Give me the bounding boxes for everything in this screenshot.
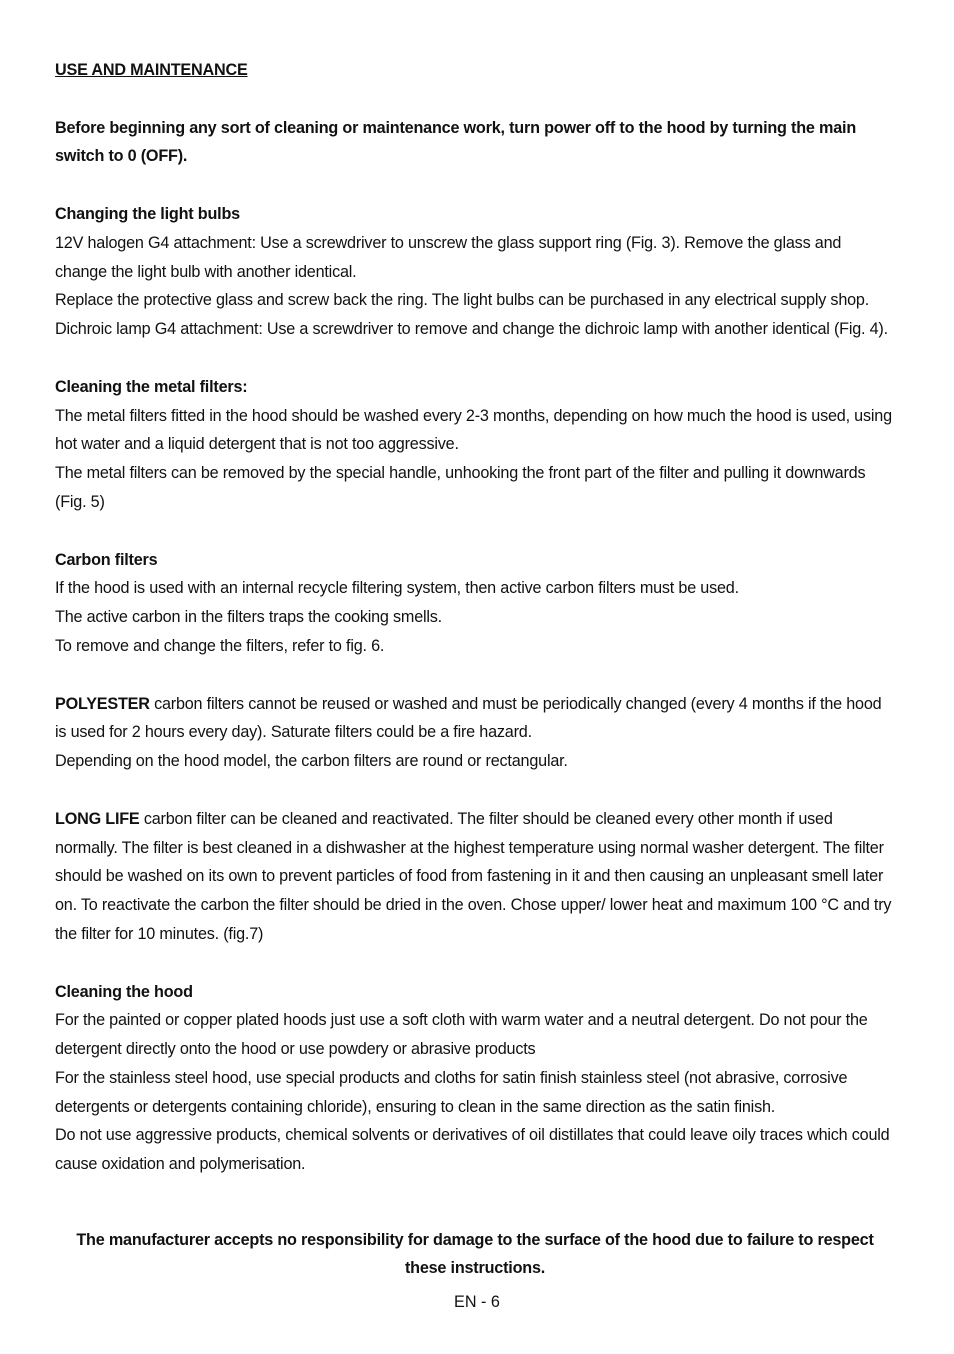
carbon-filters-paragraph-1: If the hood is used with an internal recycle filtering system, then active carbon filters must be used.: [55, 579, 739, 598]
metal-filters-paragraph-2: The metal filters can be removed by the special handle, unhooking the front part of the filter and pulling it downwards (Fig. 5): [55, 464, 866, 511]
spacer: [55, 85, 895, 114]
carbon-filters-paragraph-2: The active carbon in the filters traps the cooking smells.: [55, 608, 442, 627]
polyester-paragraph: [55, 690, 895, 748]
bulbs-paragraph-1: 12V halogen G4 attachment: Use a screwdriver to unscrew the glass support ring (Fig. 3). Remove the glass and change the light bulb with another identical.: [55, 233, 842, 281]
bulbs-paragraph-3: Dichroic lamp G4 attachment: Use a screwdriver to remove and change the dichroic lamp with another identical (Fig. 4).: [55, 320, 888, 339]
section-heading-carbon-filters: Carbon filters: [55, 550, 158, 569]
spacer: [55, 517, 895, 546]
cleaning-hood-paragraph-2: For the stainless steel hood, use special products and cloths for satin finish stainless steel (not abrasive, corrosive detergents or detergents containing chloride), ensuring to clean in the same direction as the satin finish.: [55, 1068, 848, 1116]
polyester-text: carbon filters cannot be reused or washed and must be periodically changed (every 4 months if the hood is used for 2 hours every day). Saturate filters could be a fire hazard.: [55, 694, 882, 742]
spacer: [55, 171, 895, 200]
long-life-text: carbon filter can be cleaned and reactivated. The filter should be cleaned every other month if used normally. The filter is best cleaned in a dishwasher at the highest temperature using normal washer detergent. The filter should be washed on its own to prevent particles of food from fastening in it and then causing an unpleasant smell later on. To reactivate the carbon the filter should be dried in the oven. Chose upper/ lower heat and maximum 100 °C and try the filter for 10 minutes. (fig.7): [55, 809, 892, 943]
metal-filters-paragraph-1: The metal filters fitted in the hood should be washed every 2-3 months, depending on how much the hood is used, using hot water and a liquid detergent that is not too aggressive.: [55, 406, 892, 454]
spacer: [55, 776, 895, 805]
cleaning-hood-paragraph-1: For the painted or copper plated hoods just use a soft cloth with warm water and a neutral detergent. Do not pour the detergent directly onto the hood or use powdery or abrasive products: [55, 1011, 868, 1059]
disclaimer: The manufacturer accepts no responsibility for damage to the surface of the hood due to failure to respect these instructions.: [76, 1231, 874, 1277]
spacer: [55, 949, 895, 978]
page-title: USE AND MAINTENANCE: [55, 61, 248, 79]
safety-warning: Before beginning any sort of cleaning or maintenance work, turn power off to the hood by turning the main switch to 0 (OFF).: [55, 118, 857, 166]
long-life-lead: LONG LIFE: [55, 809, 140, 828]
document-body: [55, 56, 895, 1179]
section-heading-bulbs: Changing the light bulbs: [55, 204, 240, 223]
long-life-paragraph: [55, 805, 895, 949]
section-heading-cleaning-hood: Cleaning the hood: [55, 982, 193, 1001]
polyester-paragraph-2: Depending on the hood model, the carbon filters are round or rectangular.: [55, 752, 568, 771]
carbon-filters-paragraph-3: To remove and change the filters, refer to fig. 6.: [55, 636, 385, 655]
polyester-lead: POLYESTER: [55, 694, 150, 713]
spacer: [55, 661, 895, 690]
bulbs-paragraph-2: Replace the protective glass and screw back the ring. The light bulbs can be purchased in any electrical supply shop.: [55, 291, 870, 310]
page-number: EN - 6: [454, 1293, 500, 1311]
cleaning-hood-paragraph-3: Do not use aggressive products, chemical solvents or derivatives of oil distillates that could leave oily traces which could cause oxidation and polymerisation.: [55, 1126, 890, 1174]
section-heading-metal-filters: Cleaning the metal filters:: [55, 377, 248, 396]
spacer: [55, 344, 895, 373]
